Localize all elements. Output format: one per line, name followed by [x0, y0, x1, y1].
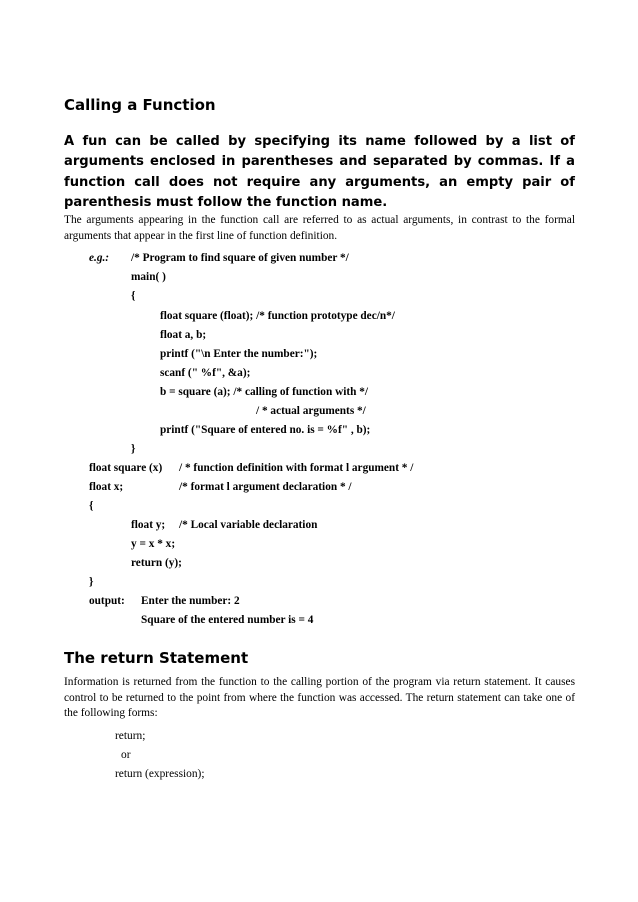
code-line-definition-comment: / * function definition with format l argument * /: [179, 462, 414, 474]
code-line-open-brace: {: [131, 290, 136, 302]
code-line-declaration-comment: /* format l argument declaration * /: [179, 481, 352, 493]
code-line-close-brace: }: [131, 443, 136, 455]
code-line-main: main( ): [131, 271, 166, 283]
return-form-or: or: [121, 749, 131, 761]
code-line-prototype: float square (float); /* function prototype dec/n*/: [160, 310, 395, 322]
code-line-assign-y: y = x * x;: [131, 538, 176, 550]
code-line-return-y: return (y);: [131, 557, 182, 569]
output-label: output:: [89, 595, 125, 607]
code-line-close-brace-2: }: [89, 576, 94, 588]
code-line-declare-ab: float a, b;: [160, 329, 207, 341]
code-line-local-variable-comment: /* Local variable declaration: [179, 519, 318, 531]
code-line-scanf: scanf (" %f", &a);: [160, 367, 251, 379]
return-statement-paragraph: Information is returned from the function to the calling portion of the program via return statement. It causes control to be returned to the point from where the function was accessed. The return statement can take one of the following forms:: [64, 676, 575, 719]
return-form-expression: return (expression);: [115, 768, 205, 780]
code-line-call-square: b = square (a); /* calling of function with */: [160, 386, 369, 398]
code-line-printf-result: printf ("Square of entered no. is = %f" , b);: [160, 424, 371, 436]
output-line-result: Square of the entered number is = 4: [141, 614, 314, 626]
code-line-actual-arguments-comment: / * actual arguments */: [256, 405, 366, 417]
code-line-open-brace-2: {: [89, 500, 94, 512]
output-line-prompt: Enter the number: 2: [141, 595, 240, 607]
return-form-plain: return;: [115, 730, 146, 742]
section-title-return-statement: The return Statement: [64, 649, 249, 667]
code-line-float-x: float x;: [89, 481, 124, 493]
code-line-float-y: float y;: [131, 519, 166, 531]
example-label: e.g.:: [89, 252, 110, 264]
section-title-calling-a-function: Calling a Function: [64, 96, 216, 114]
actual-arguments-paragraph: The arguments appearing in the function call are referred to as actual arguments, in contrast to the formal arguments that appear in the first line of function definition.: [64, 214, 575, 242]
intro-paragraph: A fun can be called by specifying its name followed by a list of arguments enclosed in parentheses and separated by commas. If a function call does not require any arguments, an empty pair of parenthesis must follow the function name.: [64, 134, 575, 210]
code-line-comment-title: /* Program to find square of given number */: [131, 252, 349, 264]
code-line-float-square-def: float square (x): [89, 462, 163, 474]
code-line-printf-prompt: printf ("\n Enter the number:");: [160, 348, 318, 360]
